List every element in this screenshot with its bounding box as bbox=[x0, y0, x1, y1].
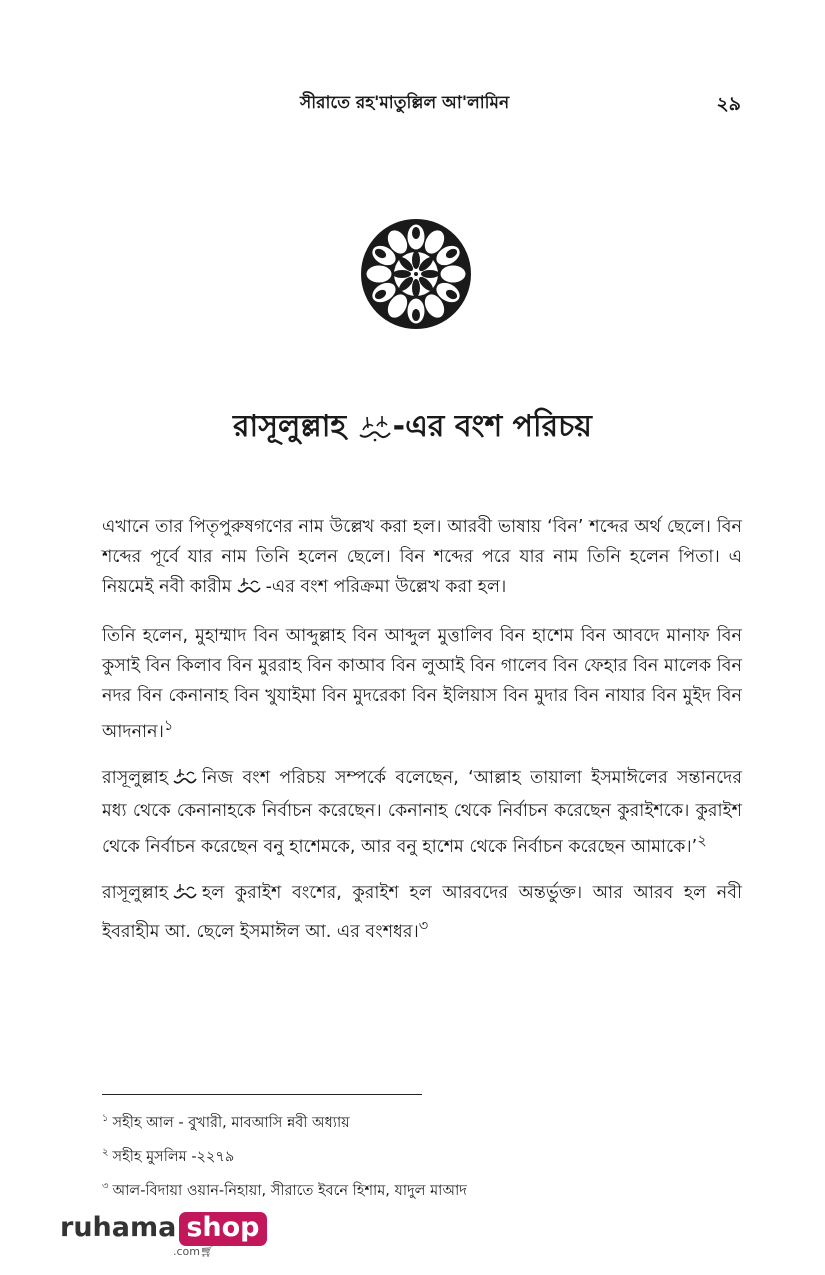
paragraph-quraish bbox=[102, 878, 742, 947]
footnote-number: ৩ bbox=[102, 1180, 109, 1192]
footnote-ref[interactable]: ৩ bbox=[418, 916, 429, 934]
footnote-number: ১ bbox=[102, 1113, 109, 1124]
salawat-icon bbox=[172, 766, 198, 796]
footnote-ref[interactable]: ২ bbox=[697, 831, 707, 849]
footnote-number: ২ bbox=[102, 1146, 109, 1158]
salawat-icon bbox=[236, 575, 262, 605]
paragraph-lineage-chain bbox=[102, 621, 742, 747]
footnotes bbox=[102, 1104, 742, 1205]
footnote-2 bbox=[102, 1138, 742, 1172]
footnote-text: সহীহ মুসলিম -২২৭৯ bbox=[112, 1148, 235, 1165]
footnote-divider bbox=[102, 1094, 422, 1095]
chapter-title-suffix: -এর বংশ পরিচয় bbox=[392, 409, 592, 444]
paragraph-text: -এর বংশ পরিক্রমা উল্লেখ করা হল। bbox=[265, 577, 507, 597]
paragraph-text: নিজ বংশ পরিচয় সম্পর্কে বলেছেন, ‘আল্লাহ তায়ালা ইসমাঈলের সন্তানদের মধ্য থেকে কেনানাহকে নির্বাচন করেছেন। কেনানাহ থেকে নির্বাচন করেছেন কুরাইশকে। কুরাইশ থেকে নির্বাচন করেছেন বনু হাশেমকে, আর বনু হাশেম থেকে নির্বাচন করেছেন আমাকে।’ bbox=[102, 767, 742, 857]
running-title: সীরাতে রহ'মাতুল্লিল আ'লামিন bbox=[300, 93, 510, 113]
page-number: ২৯ bbox=[716, 93, 741, 115]
paragraph-lineage-intro bbox=[102, 512, 742, 605]
paragraph-text: তিনি হলেন, মুহাম্মাদ বিন আব্দুল্লাহ বিন আব্দুল মুত্তালিব বিন হাশেম বিন আবদে মানাফ বিন কুসাই বিন কিলাব বিন মুররাহ বিন কাআব বিন লুআই বিন গালেব বিন ফেহার বিন মালেক বিন নদর বিন কেনানাহ বিন খুযাইমা বিন মুদরেকা বিন ইলিয়াস বিন মুদার বিন নাযার বিন মুইদ বিন আদনান। bbox=[102, 626, 742, 742]
footnote-ref[interactable]: ১ bbox=[163, 717, 174, 734]
footnote-text: আল-বিদায়া ওয়ান-নিহায়া, সীরাতে ইবনে হিশাম, যাদুল মাআদ bbox=[112, 1182, 467, 1199]
chapter-title bbox=[0, 402, 825, 453]
body-text bbox=[102, 512, 742, 962]
paragraph-text: রাসূলুল্লাহ bbox=[102, 767, 169, 788]
paragraph-text: এখানে তার পিতৃপুরুষগণের নাম উল্লেখ করা হল। আরবী ভাষায় ‘বিন’ শব্দের অর্থ ছেলে। বিন শব্দের পূর্বে যার নাম তিনি হলেন ছেলে। বিন শব্দের পরে যার নাম তিনি হলেন পিতা। এ নিয়মেই নবী কারীম bbox=[102, 517, 742, 597]
chapter-title-prefix: রাসূলুল্লাহ bbox=[233, 409, 357, 444]
logo-text-part2: shop bbox=[179, 1212, 266, 1246]
footnote-3 bbox=[102, 1172, 742, 1206]
paragraph-text: হল কুরাইশ বংশের, কুরাইশ হল আরবদের অন্তর্ভুক্ত। আর আরব হল নবী ইবরাহীম আ. ছেলে ইসমাঈল আ. এর বংশধর। bbox=[102, 882, 742, 942]
logo-text-part1: ruhama bbox=[60, 1212, 177, 1243]
cart-icon: 🛒︎ bbox=[200, 1245, 214, 1258]
footnote-1 bbox=[102, 1104, 742, 1138]
paragraph-hadith bbox=[102, 763, 742, 862]
ruhamashop-logo bbox=[60, 1212, 267, 1246]
footnote-text: সহীহ আল - বুখারী, মাবআসি ন্নবী অধ্যায় bbox=[112, 1114, 350, 1131]
logo-domain-text: .com bbox=[173, 1245, 200, 1258]
rosette-ornament-icon bbox=[360, 218, 472, 330]
paragraph-text: রাসূলুল্লাহ bbox=[102, 882, 169, 903]
logo-domain bbox=[173, 1245, 214, 1258]
salawat-icon bbox=[172, 881, 198, 911]
salawat-calligraphy-icon bbox=[357, 413, 393, 443]
